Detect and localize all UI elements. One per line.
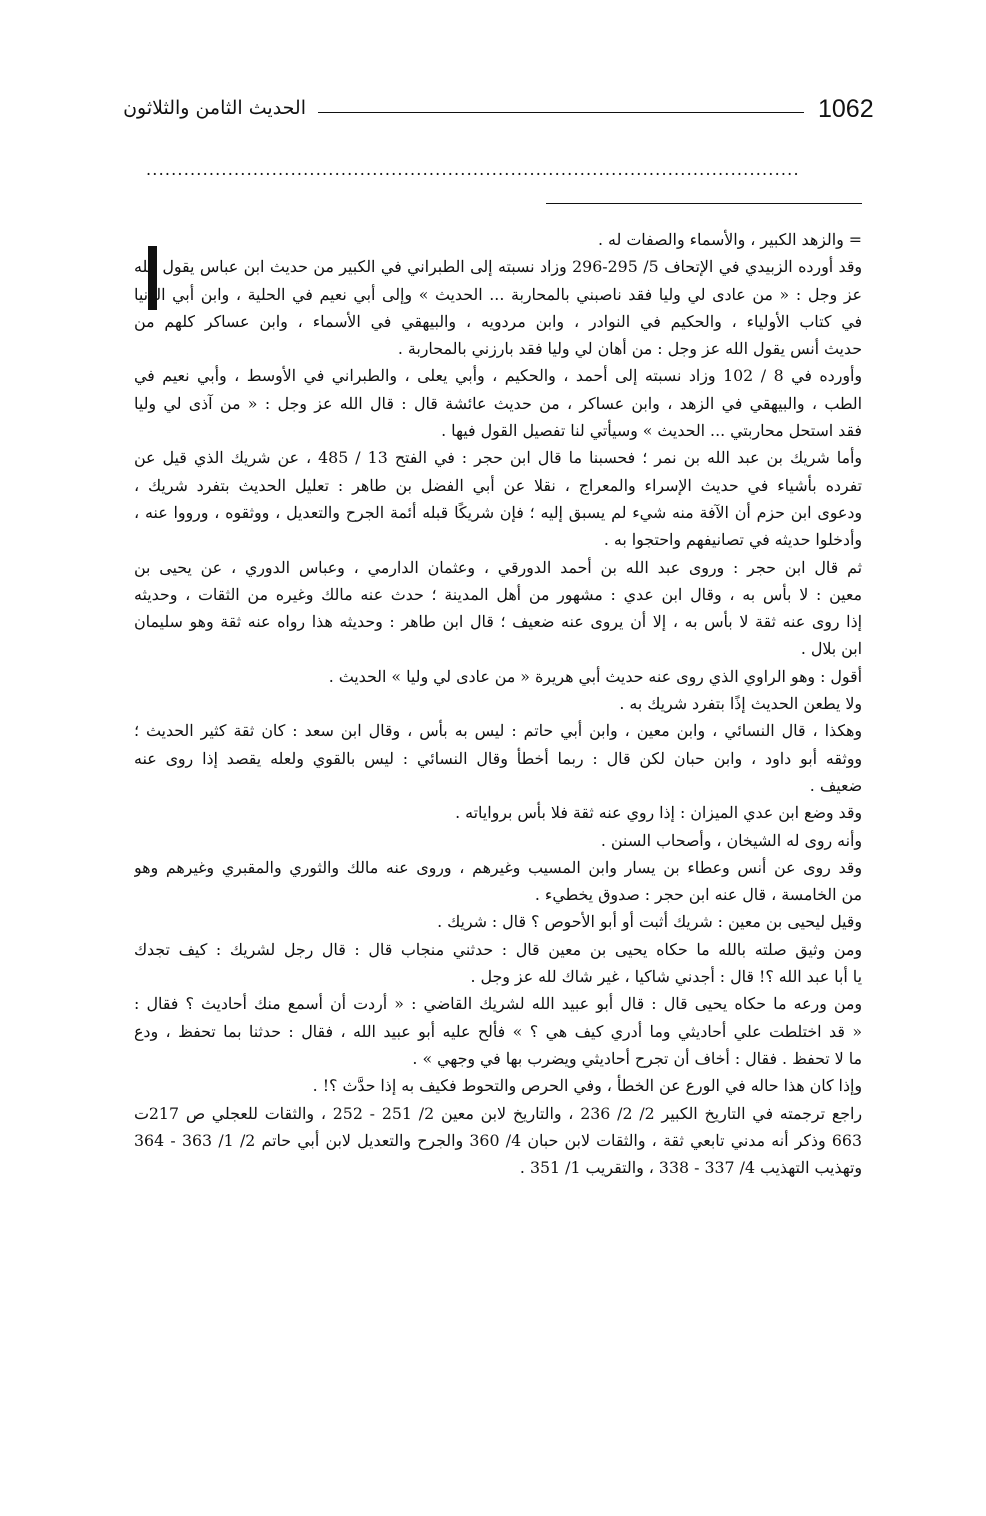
- text-line: ومن وثيق صلته بالله ما حكاه يحيى بن معين قال : حدثني منجاب قال : قال رجل لشريك : كيف تجدك: [134, 939, 862, 959]
- text-line: إذا روى عنه ثقة لا بأس به ، إلا أن يروى عنه ضعيف ؛ قال ابن طاهر : وحديثه هذا رواه عنه ثقة وهو سليمان: [134, 612, 862, 632]
- text-line: وأورده في 8 / 102 وزاد نسبته إلى أحمد ، والحكيم ، وأبي يعلى ، والطبراني في الأوسط ، وأبي نعيم في: [134, 366, 862, 386]
- page-number: 1062: [818, 95, 874, 123]
- text-line: راجع ترجمته في التاريخ الكبير 2/ 2/ 236 ، والتاريخ لابن معين 2/ 251 - 252 ، والثقات للعجلي ص 217ت: [134, 1103, 862, 1123]
- text-line: وقد وضع ابن عدي الميزان : إذا روي عنه ثقة فلا بأس برواياته .: [455, 803, 862, 823]
- text-line: وأدخلوا حديثه في تصانيفهم واحتجوا به .: [603, 530, 862, 550]
- text-line: وهكذا ، قال النسائي ، وابن معين ، وابن أبي حاتم : ليس به بأس ، وقال ابن سعد : كان ثقة كثير الحديث ؛: [134, 721, 862, 741]
- text-line: وتهذيب التهذيب 4/ 337 - 338 ، والتقريب 1/ 351 .: [519, 1158, 862, 1178]
- text-line: وقيل ليحيى بن معين : شريك أثبت أو أبو الأحوص ؟ قال : شريك .: [437, 912, 862, 932]
- text-line: ووثقه أبو داود ، وابن حبان لكن قال : ربما أخطأ وقال النسائي : ليس بالقوي ولعله يقصد إذا روى عنه: [134, 748, 862, 768]
- text-line: الطب ، والبيهقي في الزهد ، وابن عساكر ، من حديث عائشة قال : قال الله عز وجل : « من آذى لي وليا: [134, 393, 862, 413]
- text-line: في كتاب الأولياء ، والحكيم في النوادر ، وابن مردويه ، والبيهقي في الأسماء ، وابن عساكر كلهم من: [134, 311, 862, 331]
- text-line: وقد روى عن أنس وعطاء بن يسار وابن المسيب وغيرهم ، وروى عنه مالك والثوري والمقبري وغيرهم وهو: [134, 857, 862, 877]
- header-rule: [318, 112, 804, 113]
- text-line: وأنه روى له الشيخان ، وأصحاب السنن .: [600, 830, 862, 850]
- footnote-text: [134, 226, 862, 1181]
- text-line: وأما شريك بن عبد الله بن نمر ؛ فحسبنا ما قال ابن حجر : في الفتح 13 / 485 ، عن شريك الذي قيل عن: [134, 448, 862, 468]
- text-line: = والزهد الكبير ، والأسماء والصفات له .: [598, 230, 862, 249]
- text-line: ودعوى ابن حزم أن الآفة منه شيء لم يسبق إليه ؛ فإن شريكًا قبله أئمة الجرح والتعديل ، ووثقوه ، ورووا عنه ،: [134, 502, 862, 522]
- text-line: « قد اختلطت علي أحاديثي وما أدري كيف هي ؟ » فألح عليه أبو عبيد الله ، فقال : حدثنا بما تحفظ ، ودع: [134, 1021, 862, 1041]
- text-line: فقد استحل محاربتي ... الحديث » وسيأتي لنا تفصيل القول فيها .: [441, 421, 862, 441]
- text-line: وإذا كان هذا حاله في الورع عن الخطأ ، وفي الحرص والتحوط فكيف به إذا حدَّث ؟! .: [312, 1076, 862, 1096]
- text-line: وقد أورده الزبيدي في الإتحاف 5/ 295-296 وزاد نسبته إلى الطبراني في الكبير من حديث ابن عباس يقول الله: [134, 257, 862, 277]
- text-line: ما لا تحفظ . فقال : أخاف أن تجرح أحاديثي ويضرب بها في وجهي » .: [412, 1048, 862, 1068]
- text-line: من الخامسة ، قال عنه ابن حجر : صدوق يخطيء .: [534, 885, 862, 905]
- text-line: يا أبا عبد الله ؟! قال : أجدني شاكيا ، غير شاك لله عز وجل .: [470, 967, 862, 987]
- text-line: عز وجل : « من عادى لي وليا فقد ناصبني بالمحاربة ... الحديث » وإلى أبي نعيم في الحلية ، وابن أبي الدنيا: [134, 284, 862, 304]
- text-line: ومن ورعه ما حكاه يحيى قال : قال أبو عبيد الله لشريك القاضي : « أردت أن أسمع منك أحاديث ؟ فقال :: [134, 994, 862, 1014]
- text-line: معين : لا بأس به ، وقال ابن عدي : مشهور من أهل المدينة ؛ حدث عنه مالك وغيره من الثقات ، وحديثه: [134, 584, 862, 604]
- text-line: ابن بلال .: [800, 639, 862, 659]
- text-line: 663 وذكر أنه مدني تابعي ثقة ، والثقات لابن حبان 4/ 360 والجرح والتعديل لابن أبي حاتم 2/ 1/ 363 - 364: [134, 1130, 862, 1150]
- text-line: ضعيف .: [809, 775, 862, 795]
- text-line: حديث أنس يقول الله عز وجل : من أهان لي وليا فقد بارزني بالمحاربة .: [397, 339, 862, 359]
- text-line: ثم قال ابن حجر : وروى عبد الله بن أحمد الدورقي ، وعثمان الدارمي ، وعباس الدوري ، عن يحيى بن: [134, 557, 862, 577]
- footnote-rule: [546, 203, 862, 204]
- dotted-separator: ........................................................................................................: [146, 160, 800, 179]
- text-line: ولا يطعن الحديث إذًا بتفرد شريك به .: [619, 694, 862, 714]
- text-line: أقول : وهو الراوي الذي روى عنه حديث أبي هريرة « من عادى لي وليا » الحديث .: [328, 666, 862, 686]
- text-line: تفرده بأشياء في حديث الإسراء والمعراج ، نقلا عن أبي الفضل بن طاهر : تعليل الحديث بتفرد شريك ،: [134, 475, 862, 495]
- running-title: الحديث الثامن والثلاثون: [123, 97, 306, 119]
